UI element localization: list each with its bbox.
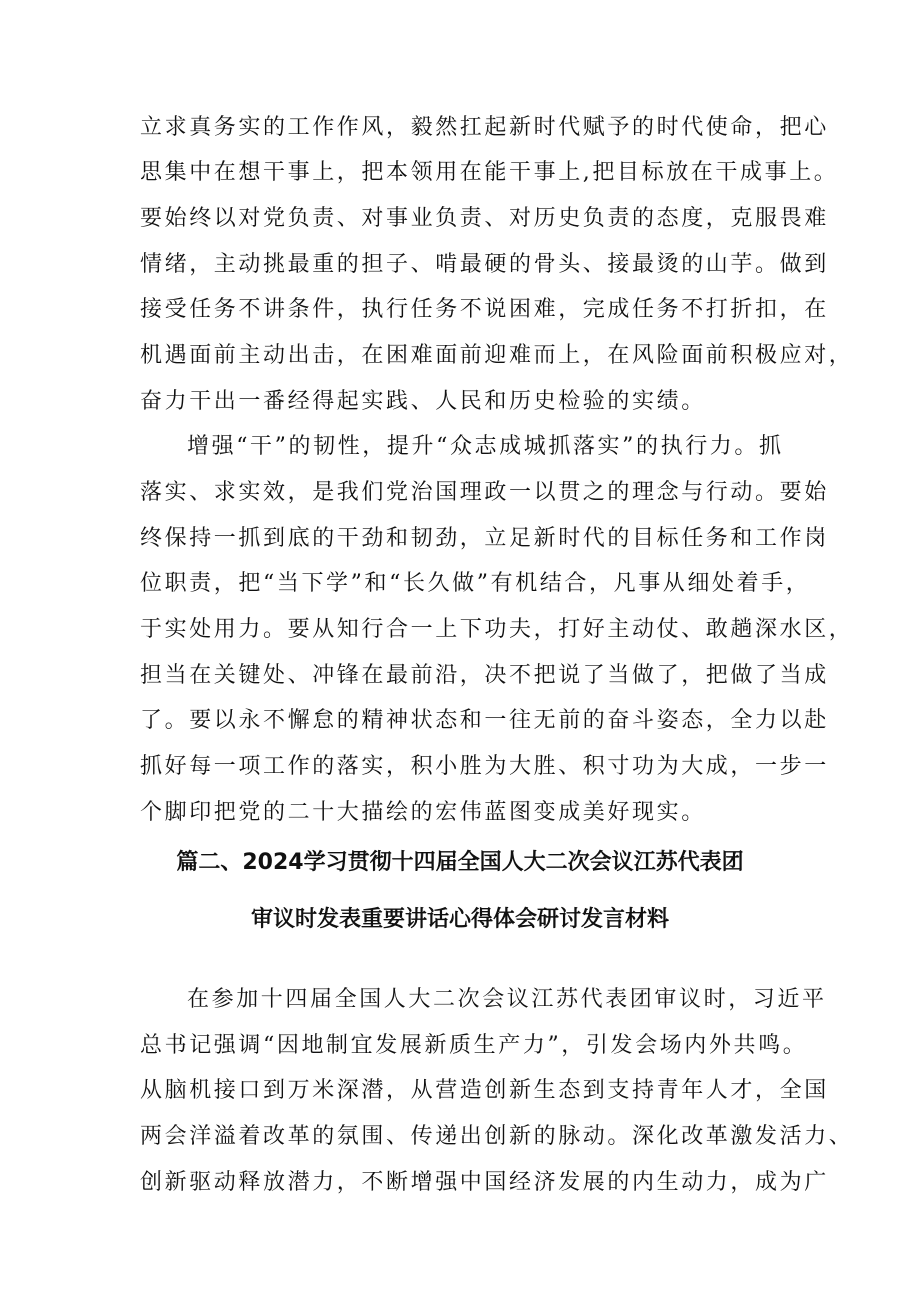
paragraph-line: 终保持一抓到底的干劲和韧劲，立足新时代的目标任务和工作岗	[140, 526, 829, 551]
paragraph-line: 从脑机接口到万米深潜，从营造创新生态到支持青年人才，全国	[140, 1078, 829, 1103]
paragraph-line: 情绪，主动挑最重的担子、啃最硬的骨头、接最烫的山芋。做到	[140, 252, 829, 277]
paragraph-line: 增强“干”的韧性，提升“众志成城抓落实”的执行力。抓	[187, 434, 784, 459]
paragraph-line: 立求真务实的工作作风，毅然扛起新时代赋予的时代使命，把心	[140, 115, 829, 140]
paragraph-line: 思集中在想干事上，把本领用在能干事上,把目标放在干成事上。	[140, 160, 839, 185]
paragraph-line: 奋力干出一番经得起实践、人民和历史检验的实绩。	[140, 389, 706, 414]
paragraph-line: 位职责，把“当下学”和“长久做”有机结合，凡事从细处着手，	[140, 571, 811, 596]
paragraph-line: 了。要以永不懈怠的精神状态和一往无前的奋斗姿态，全力以赴	[140, 708, 829, 733]
paragraph-line: 接受任务不讲条件，执行任务不说困难，完成任务不打折扣，在	[140, 297, 829, 322]
paragraph-line: 于实处用力。要从知行合一上下功夫，打好主动仗、敢趟深水区，	[140, 617, 854, 642]
section-title-line-2: 审议时发表重要讲话心得体会研讨发言材料	[250, 907, 669, 932]
paragraph-line: 落实、求实效，是我们党治国理政一以贯之的理念与行动。要始	[140, 480, 829, 505]
paragraph-line: 两会洋溢着改革的氛围、传递出创新的脉动。深化改革激发活力、	[140, 1124, 854, 1149]
paragraph-line: 抓好每一项工作的落实，积小胜为大胜、积寸功为大成，一步一	[140, 754, 829, 779]
paragraph-line: 机遇面前主动出击，在困难面前迎难而上，在风险面前积极应对，	[140, 343, 854, 368]
paragraph-line: 总书记强调“因地制宜发展新质生产力”，引发会场内外共鸣。	[140, 1033, 808, 1058]
paragraph-line: 在参加十四届全国人大二次会议江苏代表团审议时，习近平	[187, 987, 827, 1012]
paragraph-line: 创新驱动释放潜力，不断增强中国经济发展的内生动力，成为广	[140, 1170, 829, 1195]
section-title-line-1: 篇二、2024学习贯彻十四届全国人大二次会议江苏代表团	[176, 850, 744, 875]
paragraph-line: 担当在关键处、冲锋在最前沿，决不把说了当做了，把做了当成	[140, 663, 829, 688]
paragraph-line: 个脚印把党的二十大描绘的宏伟蓝图变成美好现实。	[140, 800, 706, 825]
paragraph-line: 要始终以对党负责、对事业负责、对历史负责的态度，克服畏难	[140, 206, 829, 231]
